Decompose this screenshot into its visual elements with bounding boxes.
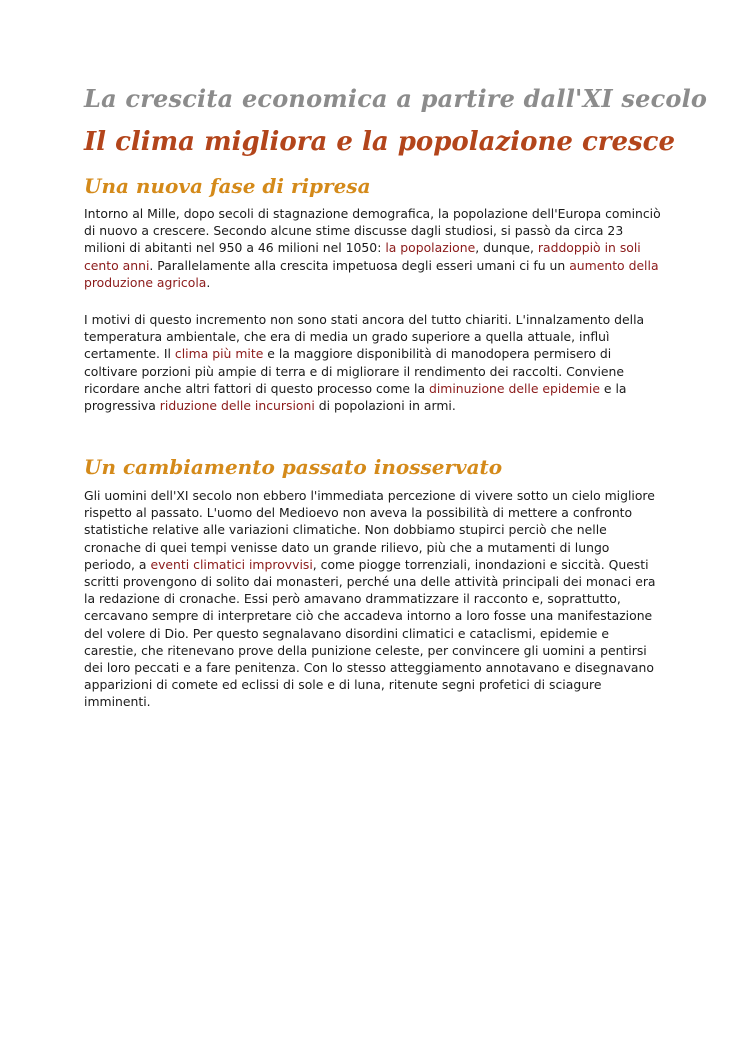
text-run: di popolazioni in armi. [314,398,456,414]
section-heading-ripresa: Una nuova fase di ripresa [84,174,371,198]
paragraph-popolazione [84,205,662,291]
page-subtitle: Il clima migliora e la popolazione cresce [84,127,676,157]
text-run: Intorno al Mille, dopo secoli di stagnazione demografica, la popolazione dell'Europa cominciò di nuovo a crescere. Secondo alcune stime discusse dagli studiosi, si passò da circa 23 milioni di abitanti nel 950 a 46 milioni nel 1050: [84,206,661,256]
highlight-raddoppio: raddoppiò in soli cento anni [84,240,641,273]
page-title: La crescita economica a partire dall'XI secolo [84,84,708,113]
text-run: I motivi di questo incremento non sono stati ancora del tutto chiariti. L'innalzamento della temperatura ambientale, che era di media un grado superiore a quella attuale, influì certamente. Il [84,312,645,362]
paragraph-cronache [84,487,662,711]
highlight-popolazione: la popolazione [385,240,476,256]
highlight-produzione-agricola: aumento della produzione agricola [84,257,659,290]
text-run: . Parallelamente alla crescita impetuosa degli esseri umani ci fu un [149,257,570,273]
text-run: . [206,274,211,290]
highlight-epidemie: diminuzione delle epidemie [428,380,600,396]
text-run: , dunque, [475,240,538,256]
text-run: e la progressiva [84,380,627,414]
highlight-incursioni: riduzione delle incursioni [159,398,315,414]
section-heading-cambiamento: Un cambiamento passato inosservato [84,455,503,479]
text-run: , come piogge torrenziali, inondazioni e siccità. Questi scritti provengono di solito dai monasteri, perché una delle attività principali dei monaci era la redazione di cronache. Essi però amavano drammatizzare il racconto e, soprattutto, cercavano sempre di interpretare ciò che accadeva intorno a loro fosse una manifestazione del volere di Dio. Per questo segnalavano disordini climatici e cataclismi, epidemie e carestie, che ritenevano prove della punizione celeste, per convincere gli uomini a pentirsi dei loro peccati e a fare penitenza. Con lo stesso atteggiamento annotavano e disegnavano apparizioni di comete ed eclissi di sole e di luna, ritenute segni profetici di sciagure imminenti. [84,556,656,710]
text-run: Gli uomini dell'XI secolo non ebbero l'immediata percezione di vivere sotto un cielo migliore rispetto al passato. L'uomo del Medioevo non aveva la possibilità di mettere a confronto statistiche relative alle variazioni climatiche. Non dobbiamo stupirci perciò che nelle cronache di quei tempi venisse dato un grande rilievo, più che a mutamenti di lungo periodo, a [84,488,655,572]
highlight-clima-mite: clima più mite [174,346,264,362]
highlight-eventi-climatici: eventi climatici improvvisi [150,556,313,572]
paragraph-motivi [84,311,662,414]
text-run: e la maggiore disponibilità di manodopera permisero di coltivare porzioni più ampie di terra e di migliorare il rendimento dei raccolti. Conviene ricordare anche altri fattori di questo processo come la [84,346,625,396]
